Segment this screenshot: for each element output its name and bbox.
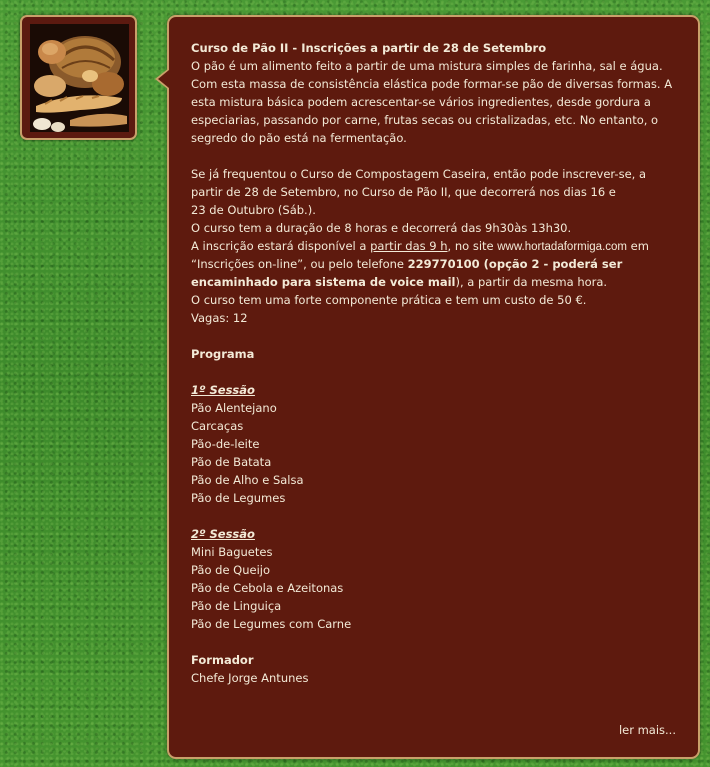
intro-line: especiarias, passando por carne, frutas secas ou cristalizadas, etc. No entanto, o — [191, 113, 659, 127]
program-heading: Programa — [191, 347, 255, 361]
session-item: Pão de Alho e Salsa — [191, 473, 304, 487]
intro-line: esta mistura básica podem acrescentar-se vários ingredientes, desde gordura a — [191, 95, 651, 109]
intro-line: Com esta massa de consistência elástica pode formar-se pão de diversas formas. A — [191, 77, 673, 91]
info-line: partir de 28 de Setembro, no Curso de Pão II, que decorrerá nos dias 16 e — [191, 185, 616, 199]
session-item: Pão de Legumes — [191, 491, 286, 505]
registration-line: A inscrição estará disponível a partir das 9 h, no site www.hortadaformiga.com em — [191, 239, 649, 253]
vacancies: Vagas: 12 — [191, 311, 248, 325]
trainer-name: Chefe Jorge Antunes — [191, 671, 309, 685]
session-item: Pão de Batata — [191, 455, 272, 469]
site-url: www.hortadaformiga.com — [497, 241, 627, 253]
session-item: Mini Baguetes — [191, 545, 273, 559]
session-item: Pão-de-leite — [191, 437, 260, 451]
session-item: Pão de Cebola e Azeitonas — [191, 581, 344, 595]
speech-pointer — [155, 68, 169, 90]
info-line: 23 de Outubro (Sáb.). — [191, 203, 316, 217]
bread-image — [30, 24, 129, 132]
trainer-heading: Formador — [191, 653, 254, 667]
cost-line: O curso tem uma forte componente prática e tem um custo de 50 €. — [191, 293, 587, 307]
info-line: Se já frequentou o Curso de Compostagem Caseira, então pode inscrever-se, a — [191, 167, 647, 181]
article-title[interactable]: Curso de Pão II - Inscrições a partir de 28 de Setembro — [191, 41, 547, 55]
session-item: Pão de Legumes com Carne — [191, 617, 352, 631]
article-panel — [167, 15, 700, 759]
session-item: Pão Alentejano — [191, 401, 277, 415]
info-line: O curso tem a duração de 8 horas e decorrerá das 9h30às 13h30. — [191, 221, 572, 235]
read-more-link[interactable]: ler mais... — [618, 723, 676, 737]
intro-line: segredo do pão está na fermentação. — [191, 131, 407, 145]
article-content — [191, 39, 683, 687]
session-item: Pão de Linguiça — [191, 599, 282, 613]
registration-time-link[interactable]: partir das 9 h — [370, 239, 448, 253]
registration-line: “Inscrições on-line”, ou pelo telefone 229770100 (opção 2 - poderá ser — [191, 257, 623, 271]
intro-line: O pão é um alimento feito a partir de uma mistura simples de farinha, sal e água. — [191, 59, 663, 73]
article-thumbnail[interactable] — [20, 15, 137, 140]
session-title: 2º Sessão — [191, 527, 255, 541]
phone-number: 229770100 — [407, 257, 480, 271]
session-item: Pão de Queijo — [191, 563, 271, 577]
session-title: 1º Sessão — [191, 383, 255, 397]
session-item: Carcaças — [191, 419, 244, 433]
registration-line: encaminhado para sistema de voice mail), a partir da mesma hora. — [191, 275, 608, 289]
